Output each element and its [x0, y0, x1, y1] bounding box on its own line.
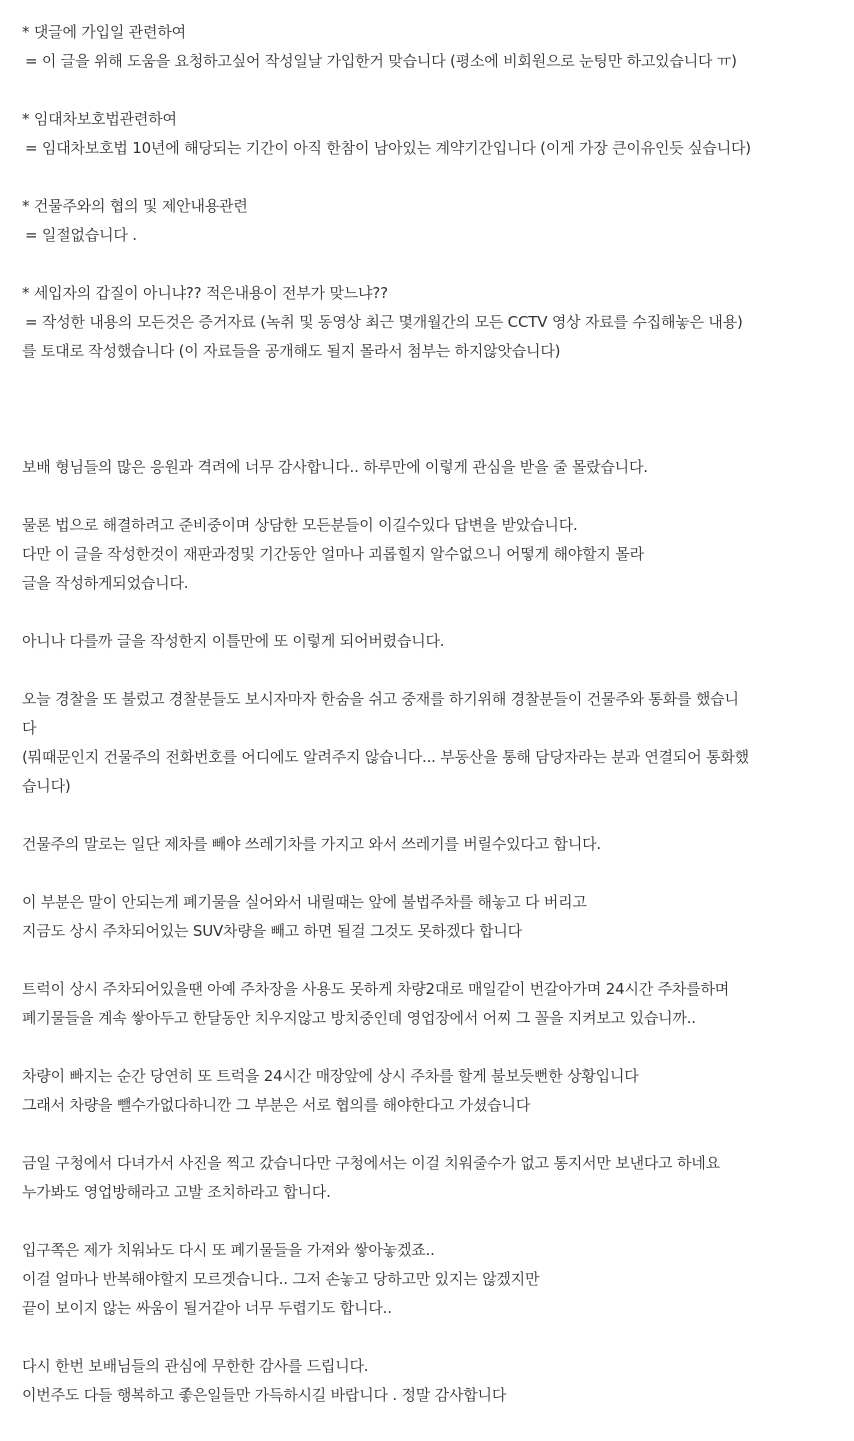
section-answer: 를 토대로 작성했습니다 (이 자료들을 공개해도 될지 몰라서 첨부는 하지않앗습니다): [22, 342, 561, 360]
paragraph-line: 그래서 차량을 뺄수가없다하니깐 그 부분은 서로 협의를 해야한다고 가셨습니다: [22, 1096, 531, 1114]
spacer: [22, 366, 834, 453]
paragraph-line: 입구쪽은 제가 치워놔도 다시 또 폐기물들을 가져와 쌓아놓겠죠..: [22, 1241, 435, 1259]
spacer: [22, 859, 834, 888]
spacer: [22, 1207, 834, 1236]
spacer: [22, 946, 834, 975]
paragraph-line: 물론 법으로 해결하려고 준비중이며 상담한 모든분들이 이길수있다 답변을 받았습니다.: [22, 516, 578, 534]
paragraph-line: 차량이 빠지는 순간 당연히 또 트럭을 24시간 매장앞에 상시 주차를 할게 불보듯뻔한 상황입니다: [22, 1067, 639, 1085]
spacer: [22, 656, 834, 685]
paragraph-line: 아니나 다를까 글을 작성한지 이틀만에 또 이렇게 되어버렸습니다.: [22, 632, 445, 650]
spacer: [22, 163, 834, 192]
paragraph-line: 트럭이 상시 주차되어있을땐 아예 주차장을 사용도 못하게 차량2대로 매일같이 번갈아가며 24시간 주차를하며: [22, 980, 730, 998]
section-answer: = 일절없습니다 .: [25, 226, 137, 244]
spacer: [22, 801, 834, 830]
paragraph-line: 보배 형님들의 많은 응원과 격려에 너무 감사합니다.. 하루만에 이렇게 관심을 받을 줄 몰랐습니다.: [22, 458, 648, 476]
spacer: [22, 250, 834, 279]
spacer: [22, 1323, 834, 1352]
paragraph-line: 다만 이 글을 작성한것이 재판과정및 기간동안 얼마나 괴롭힐지 알수없으니 어떻게 해야할지 몰라: [22, 545, 644, 563]
paragraph-line: 다: [22, 719, 37, 737]
section-answer: = 작성한 내용의 모든것은 증거자료 (녹취 및 동영상 최근 몇개월간의 모든 CCTV 영상 자료를 수집해놓은 내용): [25, 313, 743, 331]
spacer: [22, 76, 834, 105]
section-heading: * 세입자의 갑질이 아니냐?? 적은내용이 전부가 맞느냐??: [22, 284, 388, 302]
paragraph-line: 폐기물들을 계속 쌓아두고 한달동안 치우지않고 방치중인데 영업장에서 어찌 그 꼴을 지켜보고 있습니까..: [22, 1009, 696, 1027]
section-heading: * 댓글에 가입일 관련하여: [22, 23, 186, 41]
paragraph-line: 오늘 경찰을 또 불렀고 경찰분들도 보시자마자 한숨을 쉬고 중재를 하기위해 경찰분들이 건물주와 통화를 했습니: [22, 690, 739, 708]
section-heading: * 임대차보호법관련하여: [22, 110, 177, 128]
spacer: [22, 598, 834, 627]
paragraph-line: 글을 작성하게되었습니다.: [22, 574, 189, 592]
paragraph-line: 금일 구청에서 다녀가서 사진을 찍고 갔습니다만 구청에서는 이걸 치워줄수가 없고 통지서만 보낸다고 하네요: [22, 1154, 720, 1172]
paragraph-line: 끝이 보이지 않는 싸움이 될거같아 너무 두렵기도 합니다..: [22, 1299, 392, 1317]
post-body: [22, 18, 834, 1410]
paragraph-line: 다시 한번 보배님들의 관심에 무한한 감사를 드립니다.: [22, 1357, 369, 1375]
paragraph-line: (뭐때문인지 건물주의 전화번호를 어디에도 알려주지 않습니다... 부동산을 통해 담당자라는 분과 연결되어 통화했: [22, 748, 749, 766]
paragraph-line: 이 부분은 말이 안되는게 폐기물을 실어와서 내릴때는 앞에 불법주차를 해놓고 다 버리고: [22, 893, 587, 911]
spacer: [22, 1033, 834, 1062]
paragraph-line: 건물주의 말로는 일단 제차를 빼야 쓰레기차를 가지고 와서 쓰레기를 버릴수있다고 합니다.: [22, 835, 601, 853]
section-heading: * 건물주와의 협의 및 제안내용관련: [22, 197, 248, 215]
paragraph-line: 이걸 얼마나 반복해야할지 모르겟습니다.. 그저 손놓고 당하고만 있지는 않겠지만: [22, 1270, 540, 1288]
spacer: [22, 1120, 834, 1149]
paragraph-line: 누가봐도 영업방해라고 고발 조치하라고 합니다.: [22, 1183, 331, 1201]
paragraph-line: 습니다): [22, 777, 71, 795]
section-answer: = 임대차보호법 10년에 해당되는 기간이 아직 한참이 남아있는 계약기간입니다 (이게 가장 큰이유인듯 싶습니다): [25, 139, 751, 157]
paragraph-line: 이번주도 다들 행복하고 좋은일들만 가득하시길 바랍니다 . 정말 감사합니다: [22, 1386, 507, 1404]
section-answer: = 이 글을 위해 도움을 요청하고싶어 작성일날 가입한거 맞습니다 (평소에 비회원으로 눈팅만 하고있습니다 ㅠ): [25, 52, 737, 70]
spacer: [22, 482, 834, 511]
paragraph-line: 지금도 상시 주차되어있는 SUV차량을 빼고 하면 될걸 그것도 못하겠다 합니다: [22, 922, 522, 940]
